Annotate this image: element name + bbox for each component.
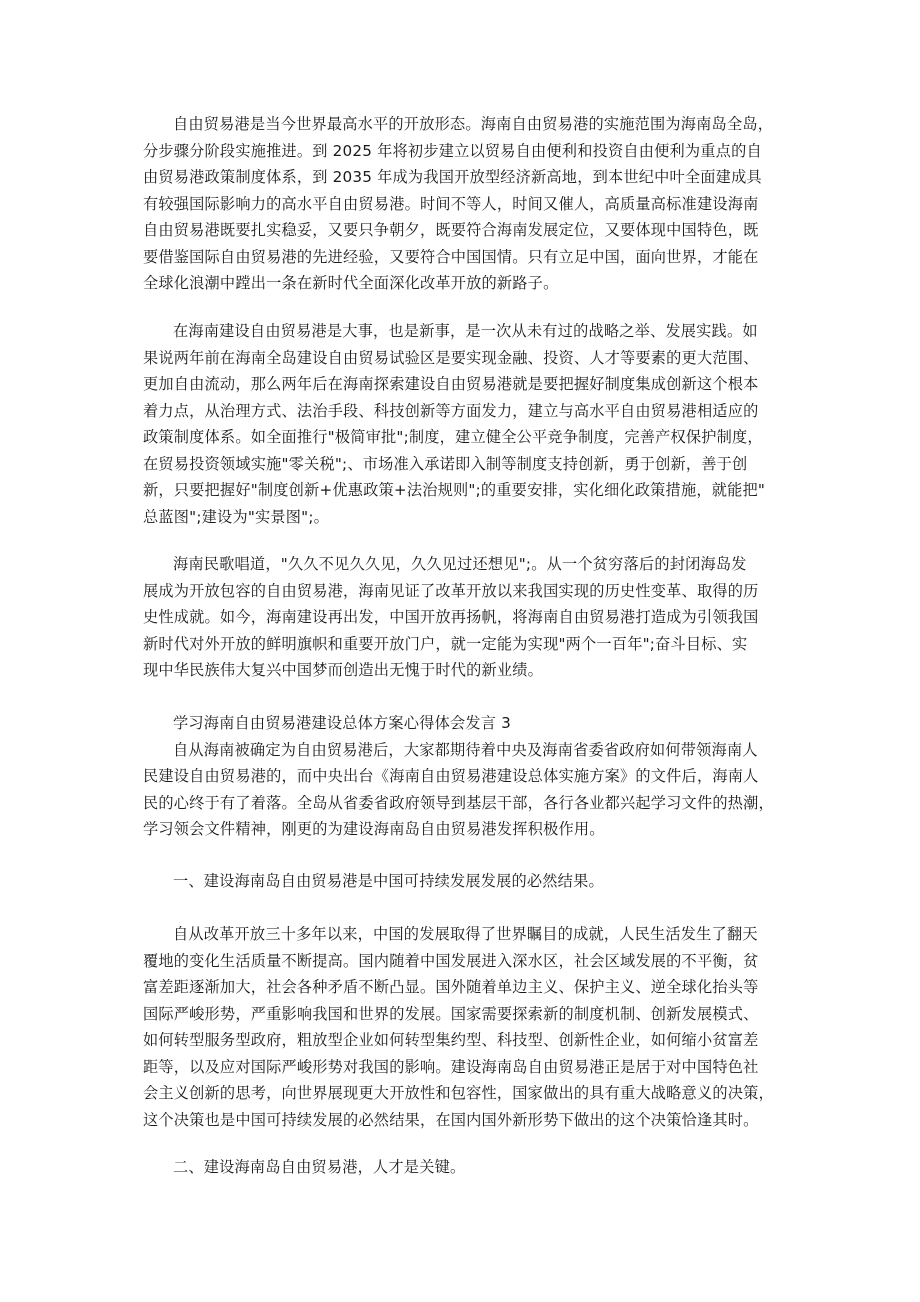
text-line: 更加自由流动，那么两年后在海南探索建设自由贸易港就是要把握好制度集成创新这个根本 — [143, 375, 759, 393]
text-line: 新时代对外开放的鲜明旗帜和重要开放门户，就一定能为实现"两个一百年";奋斗目标、实 — [143, 634, 748, 653]
paragraph-2 — [143, 318, 803, 530]
section-3 — [143, 710, 803, 843]
text-line: 史性成就。如今，海南建设再出发，中国开放再扬帆，将海南自由贸易港打造成为引领我国 — [143, 608, 759, 626]
paragraph-5 — [143, 921, 803, 1133]
text-line: 着力点，从治理方式、法治手段、科技创新等方面发力，建立与高水平自由贸易港相适应的 — [143, 401, 759, 420]
text-line: 海南民歌唱道，"久久不见久久见，久久见过还想见";。从一个贫穷落后的封闭海岛发 — [173, 555, 747, 573]
text-line: 全球化浪潮中蹚出一条在新时代全面深化改革开放的新路子。 — [143, 274, 559, 292]
text-line: 展成为开放包容的自由贸易港，海南见证了改革开放以来我国实现的历史性变革、取得的历 — [143, 581, 759, 600]
text-line: 果说两年前在海南全岛建设自由贸易试验区是要实现金融、投资、人才等要素的更大范围、 — [143, 348, 759, 367]
text-line: 距等，以及应对国际严峻形势对我国的影响。建设海南岛自由贸易港正是居于对中国特色社 — [143, 1057, 759, 1076]
text-line: 会主义创新的思考，向世界展现更大开放性和包容性，国家做出的具有重大战略意义的决策， — [143, 1084, 774, 1102]
text-line: 自从改革开放三十多年以来，中国的发展取得了世界瞩目的成就，人民生活发生了翻天 — [173, 925, 758, 943]
text-line: 在贸易投资领域实施"零关税";、市场准入承诺即入制等制度支持创新，勇于创新，善于创 — [143, 454, 748, 473]
text-line: 学习领会文件精神，刚更的为建设海南岛自由贸易港发挥积极作用。 — [143, 820, 605, 838]
heading-1: 一、建设海南岛自由贸易港是中国可持续发展发展的必然结果。 — [173, 872, 604, 890]
text-line: 民的心终于有了着落。全岛从省委省政府领导到基层干部，各行各业都兴起学习文件的热潮， — [143, 793, 774, 812]
text-line: 这个决策也是中国可持续发展的必然结果，在国内国外新形势下做出的这个决策恰逢其时。 — [143, 1110, 759, 1129]
text-line: 有较强国际影响力的高水平自由贸易港。时间不等人，时间又催人，高质量高标准建设海南 — [143, 194, 759, 213]
text-line: 在海南建设自由贸易港是大事，也是新事，是一次从未有过的战略之举、发展实践。如 — [173, 322, 758, 340]
text-line: 要借鉴国际自由贸易港的先进经验，又要符合中国国情。只有立足中国，面向世界，才能在 — [143, 247, 759, 266]
paragraph-1 — [143, 111, 803, 297]
text-line: 自由贸易港是当今世界最高水平的开放形态。海南自由贸易港的实施范围为海南岛全岛， — [173, 115, 774, 133]
text-line: 政策制度体系。如全面推行"极简审批";制度，建立健全公平竞争制度，完善产权保护制度， — [143, 428, 763, 446]
text-line: 国际严峻形势，严重影响我国和世界的发展。国家需要探索新的制度机制、创新发展模式、 — [143, 1004, 759, 1023]
heading-2-block — [143, 1154, 803, 1181]
text-line: 自由贸易港既要扎实稳妥，又要只争朝夕，既要符合海南发展定位，又要体现中国特色，既 — [143, 221, 759, 239]
text-line: 由贸易港政策制度体系，到 2035 年成为我国开放型经济新高地，到本世纪中叶全面建成具 — [143, 168, 762, 186]
text-line: 自从海南被确定为自由贸易港后，大家都期待着中央及海南省委省政府如何带领海南人 — [173, 740, 758, 759]
heading-2: 二、建设海南岛自由贸易港，人才是关键。 — [173, 1158, 466, 1176]
paragraph-3 — [143, 551, 803, 684]
text-line: 分步骤分阶段实施推进。到 2025 年将初步建立以贸易自由便利和投资自由便利为重点的自 — [143, 141, 762, 160]
text-line: 民建设自由贸易港的，而中央出台《海南自由贸易港建设总体实施方案》的文件后，海南人 — [143, 767, 759, 785]
text-line: 如何转型服务型政府，粗放型企业如何转型集约型、科技型、创新性企业，如何缩小贫富差 — [143, 1031, 759, 1049]
text-line: 新，只要把握好"制度创新+优惠政策+法治规则";的重要安排，实化细化政策措施，就能把" — [143, 481, 766, 499]
text-line: 现中华民族伟大复兴中国梦而创造出无愧于时代的新业绩。 — [143, 661, 544, 679]
text-line: 覆地的变化生活质量不断提高。国内随着中国发展进入深水区，社会区域发展的不平衡，贫 — [143, 951, 759, 970]
text-line: 富差距逐渐加大，社会各种矛盾不断凸显。国外随着单边主义、保护主义、逆全球化抬头等 — [143, 978, 759, 996]
heading-1-block — [143, 868, 803, 895]
text-line: 总蓝图";建设为"实景图";。 — [143, 507, 330, 526]
section-title: 学习海南自由贸易港建设总体方案心得体会发言 3 — [173, 714, 512, 732]
